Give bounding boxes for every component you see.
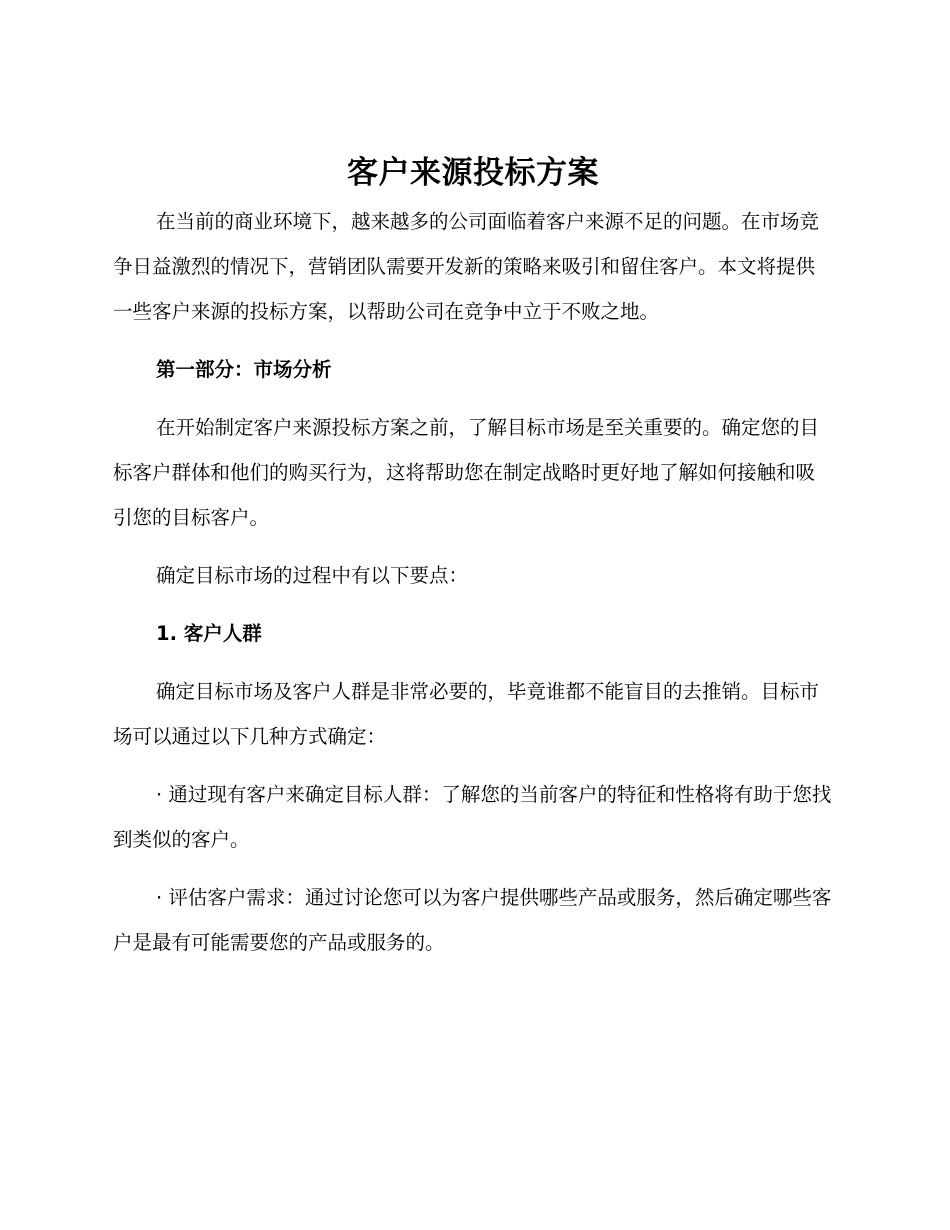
bullet-item-customer-needs: · 评估客户需求：通过讨论您可以为客户提供哪些产品或服务，然后确定哪些客户是最有可能需要您的产品或服务的。 <box>113 886 832 954</box>
market-analysis-paragraph: 在开始制定客户来源投标方案之前，了解目标市场是至关重要的。确定您的目标客户群体和他们的购买行为，这将帮助您在制定战略时更好地了解如何接触和吸引您的目标客户。 <box>113 416 820 529</box>
section-heading-market-analysis: 第一部分：市场分析 <box>156 358 332 381</box>
document-title: 客户来源投标方案 <box>347 155 599 191</box>
customer-group-paragraph: 确定目标市场及客户人群是非常必要的，毕竟谁都不能盲目的去推销。目标市场可以通过以下几种方式确定： <box>113 680 820 748</box>
points-intro-paragraph: 确定目标市场的过程中有以下要点： <box>156 564 469 587</box>
bullet-item-existing-customers: · 通过现有客户来确定目标人群：了解您的当前客户的特征和性格将有助于您找到类似的客户。 <box>113 783 832 851</box>
document-body <box>113 147 833 965</box>
subsection-heading-customer-group: 1. 客户人群 <box>156 622 262 645</box>
intro-paragraph: 在当前的商业环境下，越来越多的公司面临着客户来源不足的问题。在市场竞争日益激烈的情况下，营销团队需要开发新的策略来吸引和留住客户。本文将提供一些客户来源的投标方案，以帮助公司在竞争中立于不败之地。 <box>113 210 820 323</box>
